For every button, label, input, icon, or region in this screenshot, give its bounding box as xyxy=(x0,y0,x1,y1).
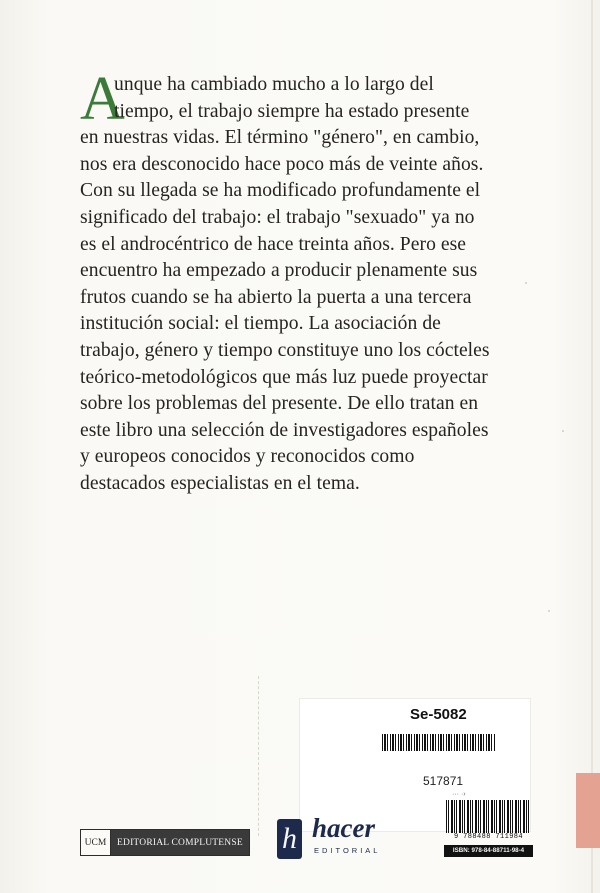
call-number: Se-5082 xyxy=(410,706,467,723)
isbn-bars xyxy=(446,800,531,833)
blurb-line: en nuestras vidas. El término "género", en cambio, xyxy=(80,127,480,149)
blurb-line: significado del trabajo: el trabajo "sexuado" ya no xyxy=(80,206,475,228)
blurb-line: nos era desconocido hace poco más de veinte años. xyxy=(80,153,484,175)
edge-sticker xyxy=(576,773,600,848)
hacer-mark-icon: h xyxy=(277,819,302,859)
blurb-line: y europeos conocidos y reconocidos como xyxy=(80,446,415,468)
blurb-line: trabajo, género y tiempo constituye uno los cócteles xyxy=(80,339,490,361)
blurb-line: frutos cuando se ha abierto la puerta a una tercera xyxy=(80,286,472,308)
library-barcode xyxy=(382,734,495,751)
ucm-logo xyxy=(80,829,250,856)
blurb-line: es el androcéntrico de hace treinta años. Pero ese xyxy=(80,233,467,255)
ucm-abbr: UCM xyxy=(81,830,111,855)
blurb-line: destacados especialistas en el tema. xyxy=(80,472,360,494)
paper-speck xyxy=(525,282,527,284)
hacer-sub: EDITORIAL xyxy=(314,846,381,855)
hacer-name: hacer xyxy=(312,813,375,843)
paper-speck xyxy=(562,430,564,432)
isbn-digits: 9 788488 711984 xyxy=(444,833,533,841)
label-ink-mark: ··· ·› xyxy=(452,791,466,798)
blurb-line: institución social: el tiempo. La asociación de xyxy=(80,313,441,335)
blurb-line: Con su llegada se ha modificado profundamente el xyxy=(80,180,481,202)
cover-edge xyxy=(591,0,593,893)
blurb-line: teórico-metodológicos que más luz puede proyectar xyxy=(80,366,488,388)
record-number: 517871 xyxy=(423,774,464,788)
paper-speck xyxy=(548,610,550,612)
hacer-logo xyxy=(277,813,397,863)
ucm-name: EDITORIAL COMPLUTENSE xyxy=(111,830,249,855)
blurb-line: tiempo, el trabajo siempre ha estado presente xyxy=(114,100,470,122)
drop-cap: A xyxy=(80,65,125,133)
isbn-text: ISBN: 978-84-88711-98-4 xyxy=(444,845,533,857)
blurb-text xyxy=(80,65,540,498)
blurb-line: unque ha cambiado mucho a lo largo del xyxy=(114,74,434,95)
blurb-line: este libro una selección de investigadores españoles xyxy=(80,419,489,441)
isbn-barcode xyxy=(444,800,533,857)
blurb-line: sobre los problemas del presente. De ello tratan en xyxy=(80,393,479,415)
blurb-line: encuentro ha empezado a producir plenamente sus xyxy=(80,260,478,282)
